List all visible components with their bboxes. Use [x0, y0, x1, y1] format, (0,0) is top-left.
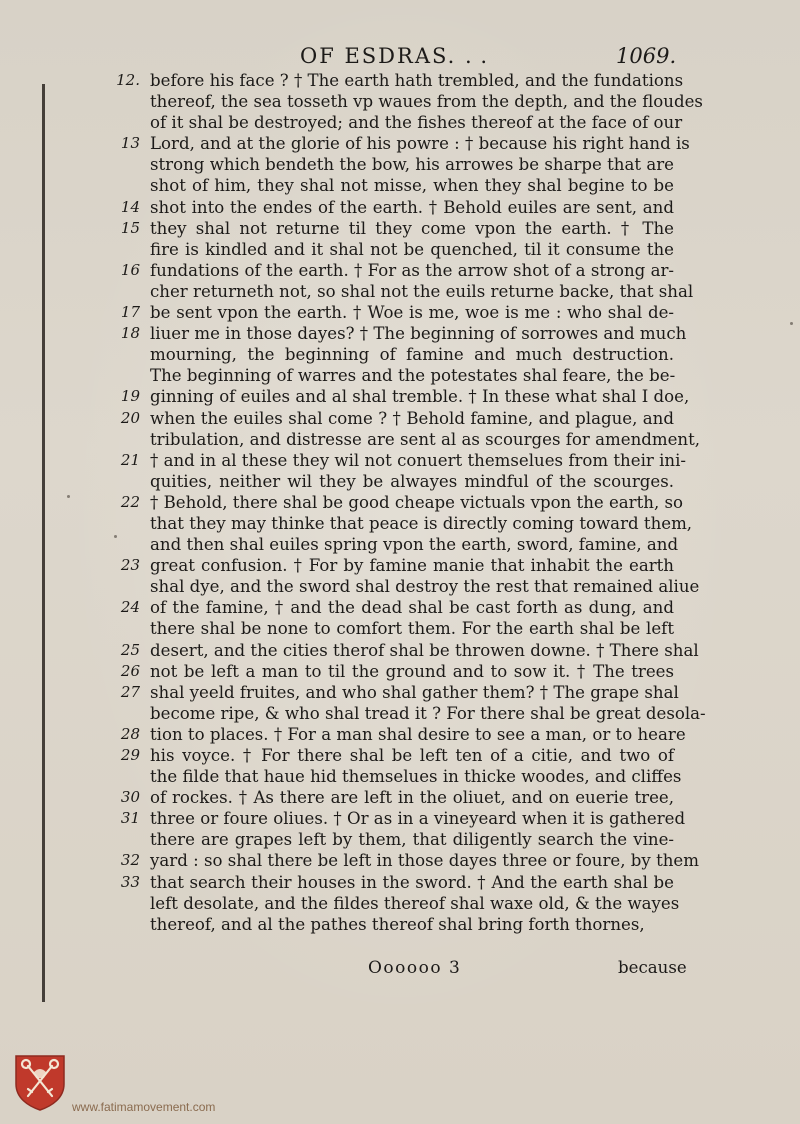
verse-number: 12. [116, 71, 140, 89]
line-text: the filde that haue hid themselues in thicke woodes, and cliffes [150, 767, 682, 787]
verse-number: 13 [120, 134, 140, 153]
verse-number: 20 [120, 408, 140, 427]
verse-number: 28 [120, 724, 140, 743]
text-line [0, 344, 800, 365]
verse-number: 14 [120, 197, 140, 216]
text-line [0, 745, 800, 766]
text-line [0, 429, 800, 450]
line-text: great confusion. † For by famine manie that inhabit the earth [150, 556, 674, 576]
text-line [0, 365, 800, 386]
text-line [0, 724, 800, 745]
verse-number: 33 [120, 872, 140, 891]
verse-number: 15 [120, 218, 140, 237]
line-text: thereof, the sea tosseth vp waues from the depth, and the floudes [150, 92, 703, 112]
line-text: of rockes. † As there are left in the oliuet, and on euerie tree, [150, 788, 674, 808]
text-line [0, 323, 800, 344]
verse-number: 22 [120, 492, 140, 511]
text-line [0, 450, 800, 471]
text-line [0, 408, 800, 429]
verse-number: 21 [120, 450, 140, 469]
line-text: before his face ? † The earth hath trembled, and the fundations [150, 71, 684, 90]
signature-mark: Oooooo 3 [368, 958, 462, 978]
line-text: tribulation, and distresse are sent al as scourges for amendment, [150, 429, 701, 449]
verse-number: 31 [120, 809, 140, 828]
line-text: become ripe, & who shal tread it ? For there shal be great desola- [150, 703, 706, 723]
watermark-website: www.fatimamovement.com [72, 1100, 216, 1114]
text-line [0, 597, 800, 618]
running-title: OF ESDRAS. [300, 44, 457, 68]
text-line [0, 893, 800, 914]
line-text: cher returneth not, so shal not the euils returne backe, that shal [150, 281, 694, 301]
line-text: mourning, the beginning of famine and much destruction. [150, 345, 674, 365]
text-line [0, 829, 800, 850]
verse-number: 23 [120, 556, 140, 575]
verse-number: 27 [120, 682, 140, 701]
text-line [0, 787, 800, 808]
line-text: shal yeeld fruites, and who shal gather them? † The grape shal [150, 682, 679, 702]
text-line [0, 534, 800, 555]
verse-number: 17 [120, 303, 140, 322]
text-line [0, 808, 800, 829]
papal-keys-shield-icon [12, 1052, 68, 1112]
text-line [0, 260, 800, 281]
line-text: The beginning of warres and the potestates shal feare, the be- [150, 366, 676, 386]
page-number: 1069. [616, 44, 677, 68]
text-line [0, 91, 800, 112]
line-text: his voyce. † For there shal be left ten of a citie, and two of [150, 746, 674, 765]
line-text: ginning of euiles and al shal tremble. † In these what shal I doe, [150, 387, 690, 407]
text-line [0, 766, 800, 787]
verse-number: 18 [120, 324, 140, 343]
text-line [0, 640, 800, 661]
print-speck [790, 322, 793, 325]
text-line [0, 661, 800, 682]
line-text: † Behold, there shal be good cheape victuals vpon the earth, so [150, 492, 684, 512]
text-line [0, 70, 800, 91]
text-line [0, 218, 800, 239]
verse-number: 29 [120, 746, 140, 764]
verse-number: 32 [120, 851, 140, 870]
line-text: shot of him, they shal not misse, when they shal begine to be [150, 176, 674, 196]
line-text: shot into the endes of the earth. † Behold euiles are sent, and [150, 197, 674, 217]
line-text: fundations of the earth. † For as the arrow shot of a strong ar- [150, 260, 674, 280]
text-line [0, 513, 800, 534]
line-text: not be left a man to til the ground and to sow it. † The trees [150, 661, 674, 681]
line-text: left desolate, and the fildes thereof shal waxe old, & the wayes [150, 893, 680, 913]
line-text: yard : so shal there be left in those dayes three or foure, by them [150, 851, 699, 871]
line-text: when the euiles shal come ? † Behold famine, and plague, and [150, 408, 674, 428]
running-head [300, 44, 488, 68]
text-line [0, 618, 800, 639]
line-text: that search their houses in the sword. † And the earth shal be [150, 872, 674, 892]
text-line [0, 872, 800, 893]
line-text: fire is kindled and it shal not be quenched, til it consume the [150, 239, 674, 259]
line-text: three or foure oliues. † Or as in a vineyeard when it is gathered [150, 809, 686, 829]
line-text: of the famine, † and the dead shal be cast forth as dung, and [150, 598, 674, 618]
text-line [0, 154, 800, 175]
text-line [0, 471, 800, 492]
text-line [0, 914, 800, 935]
verse-number: 16 [120, 260, 140, 279]
line-text: there shal be none to comfort them. For the earth shal be left [150, 619, 674, 639]
verse-number: 25 [120, 640, 140, 659]
line-text: quities, neither wil they be alwayes mindful of the scourges. [150, 471, 674, 491]
text-line [0, 133, 800, 154]
text-block [0, 70, 800, 935]
catchword: because [618, 958, 687, 977]
line-text: liuer me in those dayes? † The beginning of sorrowes and much [150, 324, 687, 344]
line-text: shal dye, and the sword shal destroy the rest that remained aliue [150, 577, 700, 597]
text-line [0, 576, 800, 597]
line-text: Lord, and at the glorie of his powre : † because his right hand is [150, 134, 690, 154]
text-line [0, 850, 800, 871]
verse-number: 24 [120, 598, 140, 617]
text-line [0, 555, 800, 576]
text-line [0, 112, 800, 133]
text-line [0, 703, 800, 724]
line-text: tion to places. † For a man shal desire to see a man, or to heare [150, 724, 686, 744]
text-line [0, 682, 800, 703]
text-line [0, 175, 800, 196]
line-text: that they may thinke that peace is directly coming toward them, [150, 513, 693, 533]
line-text: † and in al these they wil not conuert themselues from their ini- [150, 450, 686, 470]
line-text: there are grapes left by them, that diligently search the vine- [150, 830, 674, 850]
line-text: thereof, and al the pathes thereof shal bring forth thornes, [150, 914, 645, 934]
text-line [0, 239, 800, 260]
verse-number: 30 [120, 788, 140, 807]
line-text: and then shal euiles spring vpon the earth, sword, famine, and [150, 535, 679, 555]
text-line [0, 302, 800, 323]
print-speck [67, 495, 70, 498]
line-text: strong which bendeth the bow, his arrowes be sharpe that are [150, 155, 674, 175]
verse-number: 19 [120, 387, 140, 406]
text-line [0, 281, 800, 302]
text-line [0, 492, 800, 513]
line-text: be sent vpon the earth. † Woe is me, woe is me : who shal de- [150, 303, 674, 323]
line-text: desert, and the cities therof shal be throwen downe. † There shal [150, 640, 699, 660]
verse-number: 26 [120, 661, 140, 680]
print-speck [114, 535, 117, 538]
running-title-dots: . . [465, 44, 489, 68]
line-text: they shal not returne til they come vpon the earth. † The [150, 218, 674, 238]
text-line [0, 197, 800, 218]
text-line [0, 386, 800, 407]
line-text: of it shal be destroyed; and the fishes thereof at the face of our [150, 113, 683, 133]
